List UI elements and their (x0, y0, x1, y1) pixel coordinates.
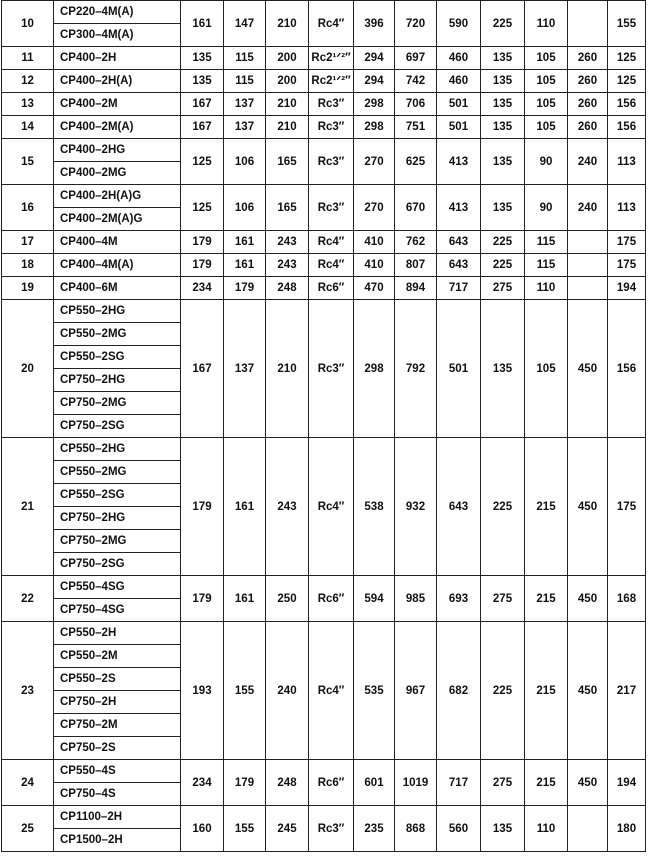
dim-h-cell: 105 (525, 116, 568, 139)
table-row (2, 760, 646, 783)
port-size-cell: Rc3″ (309, 185, 354, 231)
dim-c-cell: 248 (266, 760, 309, 806)
table-row (2, 806, 646, 829)
row-number: 12 (2, 70, 54, 93)
dim-g-cell: 135 (481, 139, 525, 185)
dim-i-cell (568, 806, 608, 852)
dim-i-cell (568, 277, 608, 300)
model-name: CP400–4M (54, 231, 181, 254)
dim-e-cell: 967 (395, 622, 437, 760)
dim-g-cell: 135 (481, 93, 525, 116)
model-name: CP750–2S (54, 737, 181, 760)
dim-g-cell: 225 (481, 231, 525, 254)
dim-h-cell: 215 (525, 760, 568, 806)
model-name: CP400–2M(A) (54, 116, 181, 139)
dim-d-cell: 298 (354, 93, 395, 116)
dim-c-cell: 240 (266, 622, 309, 760)
row-number: 13 (2, 93, 54, 116)
dim-f-cell: 501 (437, 300, 481, 438)
dim-b-cell: 115 (224, 70, 266, 93)
dim-i-cell (568, 231, 608, 254)
dim-d-cell: 410 (354, 254, 395, 277)
dim-i-cell: 260 (568, 116, 608, 139)
table-body (2, 1, 646, 852)
dim-j-cell: 155 (608, 1, 646, 47)
dim-i-cell: 450 (568, 300, 608, 438)
model-name: CP400–2M(A)G (54, 208, 181, 231)
dim-j-cell: 113 (608, 185, 646, 231)
model-name: CP750–2SG (54, 553, 181, 576)
dim-g-cell: 275 (481, 760, 525, 806)
model-name: CP750–2SG (54, 415, 181, 438)
dim-d-cell: 470 (354, 277, 395, 300)
dim-h-cell: 110 (525, 277, 568, 300)
dim-d-cell: 410 (354, 231, 395, 254)
model-name: CP300–4M(A) (54, 24, 181, 47)
dim-h-cell: 215 (525, 576, 568, 622)
model-name: CP550–2HG (54, 300, 181, 323)
dim-d-cell: 294 (354, 70, 395, 93)
dim-a-cell: 179 (181, 438, 224, 576)
dim-b-cell: 161 (224, 438, 266, 576)
dim-e-cell: 792 (395, 300, 437, 438)
port-size-cell: Rc4″ (309, 1, 354, 47)
dim-a-cell: 234 (181, 760, 224, 806)
dim-b-cell: 161 (224, 231, 266, 254)
table-row (2, 93, 646, 116)
dim-b-cell: 137 (224, 93, 266, 116)
dim-g-cell: 225 (481, 438, 525, 576)
dim-b-cell: 137 (224, 116, 266, 139)
dim-g-cell: 275 (481, 576, 525, 622)
model-name: CP550–2M (54, 645, 181, 668)
port-size-cell: Rc2¹ᐟ²″ (309, 70, 354, 93)
dim-f-cell: 413 (437, 139, 481, 185)
dim-b-cell: 179 (224, 760, 266, 806)
port-size-cell: Rc2¹ᐟ²″ (309, 47, 354, 70)
table-row (2, 231, 646, 254)
dim-h-cell: 105 (525, 70, 568, 93)
dim-j-cell: 175 (608, 438, 646, 576)
dim-a-cell: 179 (181, 254, 224, 277)
row-number: 19 (2, 277, 54, 300)
table-row (2, 622, 646, 645)
dim-f-cell: 682 (437, 622, 481, 760)
dim-f-cell: 460 (437, 47, 481, 70)
dim-f-cell: 460 (437, 70, 481, 93)
dim-h-cell: 110 (525, 1, 568, 47)
dim-d-cell: 298 (354, 300, 395, 438)
dim-c-cell: 210 (266, 1, 309, 47)
dim-j-cell: 125 (608, 70, 646, 93)
dim-b-cell: 161 (224, 254, 266, 277)
dim-j-cell: 175 (608, 231, 646, 254)
dim-a-cell: 234 (181, 277, 224, 300)
model-name: CP400–2H(A)G (54, 185, 181, 208)
row-number: 16 (2, 185, 54, 231)
dim-h-cell: 90 (525, 185, 568, 231)
dim-d-cell: 594 (354, 576, 395, 622)
dim-b-cell: 161 (224, 576, 266, 622)
table-row (2, 300, 646, 323)
dim-e-cell: 742 (395, 70, 437, 93)
dim-i-cell: 450 (568, 622, 608, 760)
dim-g-cell: 135 (481, 47, 525, 70)
table-row (2, 277, 646, 300)
dim-f-cell: 560 (437, 806, 481, 852)
port-size-cell: Rc6″ (309, 576, 354, 622)
row-number: 11 (2, 47, 54, 70)
row-number: 21 (2, 438, 54, 576)
dim-b-cell: 106 (224, 185, 266, 231)
dim-i-cell: 260 (568, 70, 608, 93)
dim-a-cell: 160 (181, 806, 224, 852)
dim-c-cell: 248 (266, 277, 309, 300)
dim-c-cell: 250 (266, 576, 309, 622)
dim-e-cell: 697 (395, 47, 437, 70)
dim-f-cell: 643 (437, 231, 481, 254)
dim-j-cell: 175 (608, 254, 646, 277)
table-row (2, 116, 646, 139)
dim-i-cell: 260 (568, 93, 608, 116)
dim-c-cell: 243 (266, 231, 309, 254)
model-name: CP750–4S (54, 783, 181, 806)
port-size-cell: Rc3″ (309, 116, 354, 139)
dim-f-cell: 693 (437, 576, 481, 622)
model-name: CP1500–2H (54, 829, 181, 852)
dim-d-cell: 298 (354, 116, 395, 139)
dim-f-cell: 643 (437, 438, 481, 576)
model-name: CP750–4SG (54, 599, 181, 622)
row-number: 24 (2, 760, 54, 806)
dim-j-cell: 156 (608, 300, 646, 438)
dim-j-cell: 125 (608, 47, 646, 70)
model-name: CP750–2MG (54, 392, 181, 415)
dim-f-cell: 501 (437, 116, 481, 139)
dim-e-cell: 762 (395, 231, 437, 254)
model-name: CP550–2HG (54, 438, 181, 461)
dim-f-cell: 590 (437, 1, 481, 47)
model-name: CP400–6M (54, 277, 181, 300)
table-row (2, 254, 646, 277)
table-row (2, 1, 646, 24)
model-name: CP400–2M (54, 93, 181, 116)
dim-i-cell (568, 1, 608, 47)
dim-d-cell: 270 (354, 185, 395, 231)
table-row (2, 47, 646, 70)
model-name: CP750–2HG (54, 507, 181, 530)
dim-b-cell: 137 (224, 300, 266, 438)
dim-i-cell: 450 (568, 576, 608, 622)
dim-h-cell: 105 (525, 47, 568, 70)
dim-b-cell: 147 (224, 1, 266, 47)
dim-h-cell: 90 (525, 139, 568, 185)
dim-e-cell: 625 (395, 139, 437, 185)
dim-a-cell: 125 (181, 185, 224, 231)
dim-i-cell: 240 (568, 139, 608, 185)
table-row (2, 576, 646, 599)
model-name: CP750–2M (54, 714, 181, 737)
dim-c-cell: 200 (266, 47, 309, 70)
dim-a-cell: 135 (181, 47, 224, 70)
dim-d-cell: 538 (354, 438, 395, 576)
dimension-table (1, 0, 646, 852)
dim-i-cell: 260 (568, 47, 608, 70)
port-size-cell: Rc3″ (309, 300, 354, 438)
dim-b-cell: 179 (224, 277, 266, 300)
dim-h-cell: 115 (525, 254, 568, 277)
dim-h-cell: 105 (525, 300, 568, 438)
dim-h-cell: 105 (525, 93, 568, 116)
model-name: CP550–2H (54, 622, 181, 645)
dim-f-cell: 717 (437, 760, 481, 806)
dim-h-cell: 115 (525, 231, 568, 254)
dim-a-cell: 179 (181, 231, 224, 254)
row-number: 25 (2, 806, 54, 852)
row-number: 15 (2, 139, 54, 185)
dim-f-cell: 643 (437, 254, 481, 277)
row-number: 23 (2, 622, 54, 760)
model-name: CP550–2MG (54, 461, 181, 484)
dim-d-cell: 235 (354, 806, 395, 852)
dim-g-cell: 225 (481, 1, 525, 47)
port-size-cell: Rc6″ (309, 277, 354, 300)
model-name: CP550–4SG (54, 576, 181, 599)
model-name: CP400–2MG (54, 162, 181, 185)
dim-a-cell: 193 (181, 622, 224, 760)
model-name: CP550–2SG (54, 484, 181, 507)
dim-d-cell: 396 (354, 1, 395, 47)
dim-f-cell: 501 (437, 93, 481, 116)
dim-g-cell: 135 (481, 300, 525, 438)
dim-c-cell: 200 (266, 70, 309, 93)
port-size-cell: Rc4″ (309, 231, 354, 254)
dim-a-cell: 167 (181, 300, 224, 438)
dim-h-cell: 110 (525, 806, 568, 852)
dim-f-cell: 413 (437, 185, 481, 231)
dim-j-cell: 217 (608, 622, 646, 760)
port-size-cell: Rc3″ (309, 139, 354, 185)
port-size-cell: Rc4″ (309, 622, 354, 760)
dim-g-cell: 135 (481, 70, 525, 93)
dim-e-cell: 751 (395, 116, 437, 139)
row-number: 10 (2, 1, 54, 47)
row-number: 22 (2, 576, 54, 622)
dim-i-cell: 240 (568, 185, 608, 231)
port-size-cell: Rc4″ (309, 438, 354, 576)
model-name: CP750–2H (54, 691, 181, 714)
dim-c-cell: 165 (266, 139, 309, 185)
model-name: CP550–2S (54, 668, 181, 691)
dim-j-cell: 194 (608, 760, 646, 806)
dim-a-cell: 167 (181, 93, 224, 116)
dim-c-cell: 210 (266, 93, 309, 116)
model-name: CP400–4M(A) (54, 254, 181, 277)
dim-c-cell: 210 (266, 116, 309, 139)
port-size-cell: Rc4″ (309, 254, 354, 277)
model-name: CP400–2H(A) (54, 70, 181, 93)
dim-e-cell: 720 (395, 1, 437, 47)
dim-b-cell: 155 (224, 806, 266, 852)
table-row (2, 185, 646, 208)
dim-e-cell: 670 (395, 185, 437, 231)
dim-a-cell: 125 (181, 139, 224, 185)
model-name: CP550–2MG (54, 323, 181, 346)
dim-a-cell: 135 (181, 70, 224, 93)
dim-b-cell: 155 (224, 622, 266, 760)
table-row (2, 70, 646, 93)
dim-c-cell: 210 (266, 300, 309, 438)
dim-b-cell: 106 (224, 139, 266, 185)
dim-e-cell: 985 (395, 576, 437, 622)
dim-h-cell: 215 (525, 438, 568, 576)
dim-i-cell: 450 (568, 760, 608, 806)
dim-j-cell: 156 (608, 116, 646, 139)
dim-a-cell: 161 (181, 1, 224, 47)
dim-g-cell: 275 (481, 277, 525, 300)
model-name: CP1100–2H (54, 806, 181, 829)
dim-j-cell: 168 (608, 576, 646, 622)
dim-c-cell: 245 (266, 806, 309, 852)
dim-c-cell: 165 (266, 185, 309, 231)
dim-e-cell: 932 (395, 438, 437, 576)
model-name: CP400–2H (54, 47, 181, 70)
dim-c-cell: 243 (266, 254, 309, 277)
table-row (2, 438, 646, 461)
model-name: CP750–2HG (54, 369, 181, 392)
dim-d-cell: 601 (354, 760, 395, 806)
model-name: CP400–2HG (54, 139, 181, 162)
row-number: 17 (2, 231, 54, 254)
port-size-cell: Rc3″ (309, 806, 354, 852)
dim-g-cell: 225 (481, 622, 525, 760)
model-name: CP550–2SG (54, 346, 181, 369)
dim-f-cell: 717 (437, 277, 481, 300)
dim-g-cell: 135 (481, 116, 525, 139)
dim-g-cell: 225 (481, 254, 525, 277)
dim-g-cell: 135 (481, 806, 525, 852)
dim-b-cell: 115 (224, 47, 266, 70)
dim-i-cell (568, 254, 608, 277)
dim-d-cell: 294 (354, 47, 395, 70)
dim-j-cell: 180 (608, 806, 646, 852)
dim-i-cell: 450 (568, 438, 608, 576)
dim-a-cell: 179 (181, 576, 224, 622)
dim-h-cell: 215 (525, 622, 568, 760)
dim-e-cell: 868 (395, 806, 437, 852)
table-row (2, 139, 646, 162)
dim-d-cell: 535 (354, 622, 395, 760)
model-name: CP550–4S (54, 760, 181, 783)
dim-j-cell: 194 (608, 277, 646, 300)
port-size-cell: Rc6″ (309, 760, 354, 806)
row-number: 20 (2, 300, 54, 438)
dim-e-cell: 1019 (395, 760, 437, 806)
dim-j-cell: 156 (608, 93, 646, 116)
dim-a-cell: 167 (181, 116, 224, 139)
dim-e-cell: 807 (395, 254, 437, 277)
dim-d-cell: 270 (354, 139, 395, 185)
dim-e-cell: 894 (395, 277, 437, 300)
row-number: 18 (2, 254, 54, 277)
row-number: 14 (2, 116, 54, 139)
dim-e-cell: 706 (395, 93, 437, 116)
port-size-cell: Rc3″ (309, 93, 354, 116)
dim-j-cell: 113 (608, 139, 646, 185)
model-name: CP750–2MG (54, 530, 181, 553)
dim-c-cell: 243 (266, 438, 309, 576)
model-name: CP220–4M(A) (54, 1, 181, 24)
dim-g-cell: 135 (481, 185, 525, 231)
